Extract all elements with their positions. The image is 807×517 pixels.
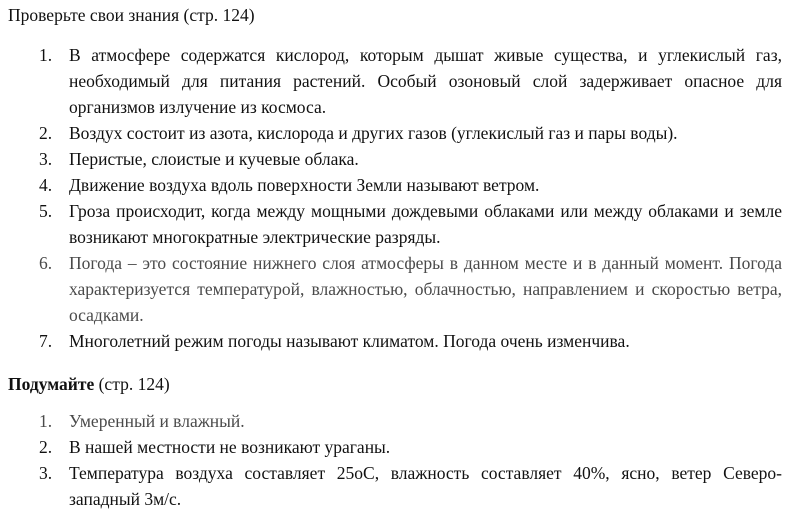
- item-number: 3.: [39, 463, 53, 483]
- list-item: [0, 408, 782, 434]
- list-item: [0, 328, 782, 354]
- list-item: [0, 42, 782, 120]
- list-item: [0, 460, 782, 512]
- item-number: 1.: [39, 45, 53, 65]
- list-item: [0, 250, 782, 328]
- item-text: Перистые, слоистые и кучевые облака.: [69, 149, 359, 169]
- answers-list: [0, 42, 807, 354]
- item-number: 2.: [39, 123, 53, 143]
- item-text: Гроза происходит, когда между мощными дождевыми облаками или между облаками и земле возникают многократные электрические разряды.: [69, 201, 782, 247]
- item-number: 1.: [39, 411, 53, 431]
- item-text: Воздух состоит из азота, кислорода и других газов (углекислый газ и пары воды).: [69, 123, 678, 143]
- item-number: 6.: [39, 253, 53, 273]
- section-heading-check-knowledge: Проверьте свои знания (стр. 124): [8, 5, 255, 25]
- section-heading-think: [8, 373, 170, 395]
- list-item: [0, 198, 782, 250]
- item-number: 4.: [39, 175, 53, 195]
- item-number: 7.: [39, 331, 53, 351]
- list-item: [0, 434, 782, 460]
- section-heading-think-rest: (стр. 124): [94, 374, 170, 394]
- list-item: [0, 120, 782, 146]
- item-number: 2.: [39, 437, 53, 457]
- item-text: В атмосфере содержатся кислород, которым дышат живые существа, и углекислый газ, необходимый для питания растений. Особый озоновый слой задерживает опасное для организмов излучение из космоса.: [69, 45, 782, 117]
- item-text: В нашей местности не возникают ураганы.: [69, 437, 391, 457]
- item-number: 3.: [39, 149, 53, 169]
- section-heading-think-bold: Подумайте: [8, 374, 95, 394]
- list-item: [0, 172, 782, 198]
- item-text: Погода – это состояние нижнего слоя атмосферы в данном месте и в данный момент. Погода характеризуется температурой, влажностью, облачностью, направлением и скоростью ветра, осадками.: [69, 253, 782, 325]
- item-number: 5.: [39, 201, 53, 221]
- item-text: Температура воздуха составляет 25оС, влажность составляет 40%, ясно, ветер Северо-западный 3м/с.: [69, 463, 782, 509]
- item-text: Движение воздуха вдоль поверхности Земли называют ветром.: [69, 175, 540, 195]
- item-text: Умеренный и влажный.: [69, 411, 245, 431]
- item-text: Многолетний режим погоды называют климатом. Погода очень изменчива.: [69, 331, 630, 351]
- list-item: [0, 146, 782, 172]
- think-answers-list: [0, 408, 807, 512]
